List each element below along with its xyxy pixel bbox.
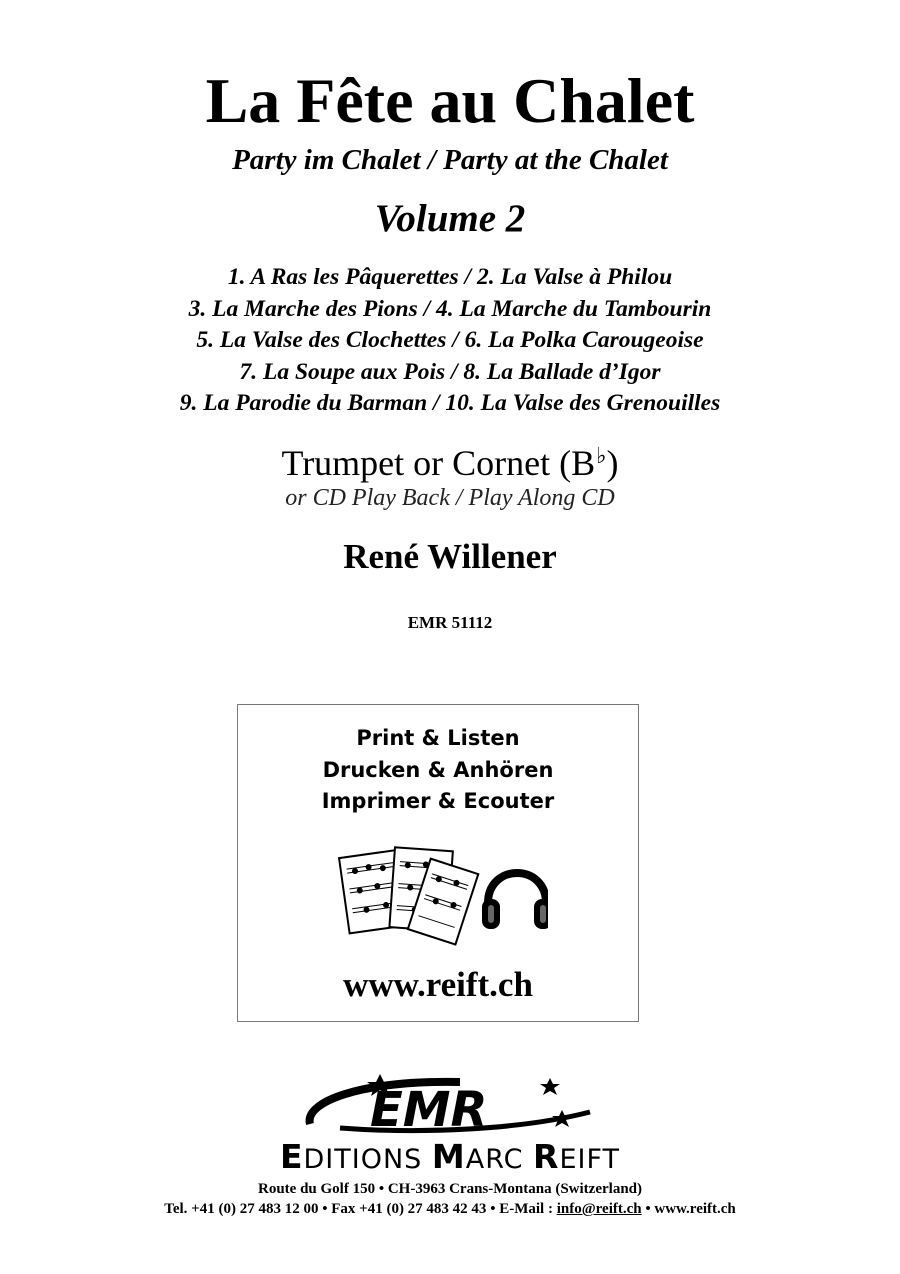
logo-text: EMR — [370, 1082, 488, 1138]
emr-logo — [300, 1072, 600, 1138]
composer-name: René Willener — [343, 537, 557, 576]
phone: Tel. +41 (0) 27 483 12 00 — [164, 1201, 319, 1217]
track-line: 9. La Parodie du Barman / 10. La Valse des Grenouilles — [179, 390, 721, 416]
website-link[interactable]: www.reift.ch — [654, 1201, 736, 1217]
catalog-code: EMR 51112 — [407, 613, 493, 632]
track-line: 3. La Marche des Pions / 4. La Marche du Tambourin — [188, 295, 712, 322]
email-link[interactable]: info@reift.ch — [556, 1201, 642, 1217]
fax: Fax +41 (0) 27 483 42 43 — [331, 1201, 487, 1217]
publisher-contact: Tel. +41 (0) 27 483 12 00 • Fax +41 (0) 27 483 42 43 • E-Mail : info@reift.ch • www.reift.ch — [164, 1201, 736, 1217]
flat-symbol: ♭ — [596, 443, 607, 468]
box-line: Print & Listen — [356, 726, 520, 750]
instrument-label: Trumpet or Cornet (B♭) — [281, 443, 619, 483]
track-line: 1. A Ras les Pâquerettes / 2. La Valse à Philou — [227, 264, 673, 290]
track-line: 5. La Valse des Clochettes / 6. La Polka Carougeoise — [196, 327, 704, 353]
box-line: Imprimer & Ecouter — [321, 789, 555, 813]
print-listen-box — [237, 704, 639, 1022]
publisher-name: EDITIONS MARC REIFT — [279, 1137, 621, 1176]
volume-label: Volume 2 — [374, 197, 526, 240]
page-title: La Fête au Chalet — [205, 65, 695, 136]
track-line: 7. La Soupe aux Pois / 8. La Ballade d’Igor — [239, 358, 661, 385]
subtitle: Party im Chalet / Party at the Chalet — [232, 144, 668, 176]
print-listen-text — [238, 723, 638, 818]
playback-note: or CD Play Back / Play Along CD — [285, 485, 615, 511]
box-line: Drucken & Anhören — [322, 757, 554, 782]
sheet-music-icon — [339, 847, 478, 944]
headphones-icon — [482, 873, 548, 929]
track-list — [0, 262, 900, 420]
box-website[interactable]: www.reift.ch — [343, 965, 533, 1004]
publisher-address: Route du Golf 150 • CH-3963 Crans-Montana (Switzerland) — [258, 1181, 642, 1197]
